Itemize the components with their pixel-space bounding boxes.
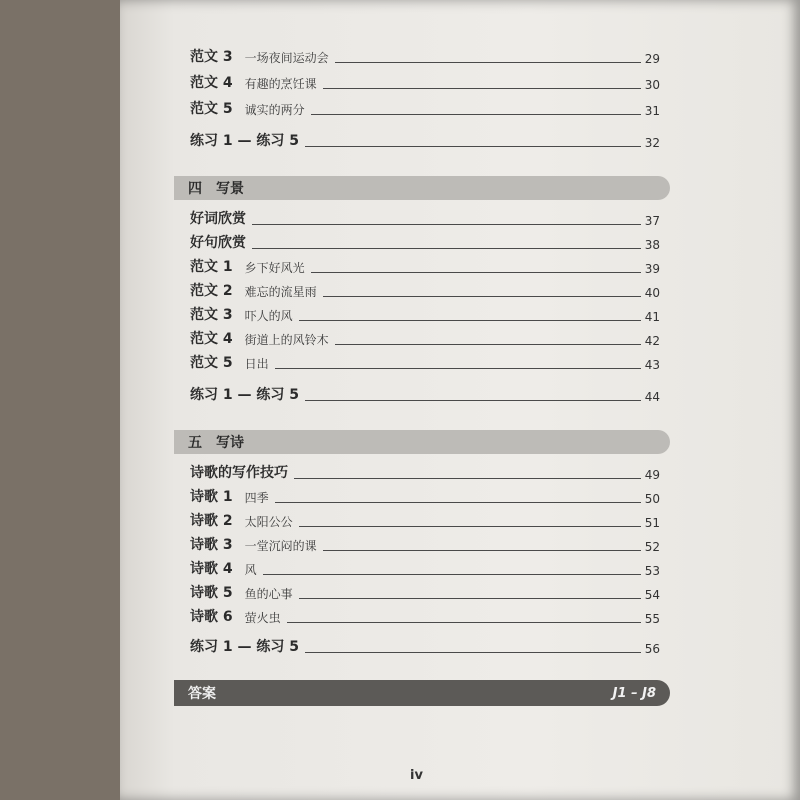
toc-entry-label: 练习 1 — 练习 5 bbox=[190, 133, 299, 149]
toc-entry-title: 诚实的两分 bbox=[244, 103, 305, 117]
toc-page-number: 51 bbox=[644, 516, 660, 530]
toc-leader-line bbox=[323, 550, 641, 551]
answers-label: 答案 bbox=[188, 686, 216, 702]
answers-page-range: J1 – J8 bbox=[612, 685, 656, 701]
toc-entry[interactable] bbox=[190, 44, 660, 66]
toc-entry-title: 一堂沉闷的课 bbox=[244, 539, 317, 553]
toc-entry-label: 好句欣赏 bbox=[190, 235, 246, 251]
toc-entry[interactable] bbox=[190, 254, 660, 276]
toc-leader-line bbox=[299, 526, 641, 527]
toc-entry[interactable] bbox=[190, 278, 660, 300]
toc-entry[interactable] bbox=[190, 326, 660, 348]
toc-page-number: 44 bbox=[644, 390, 660, 404]
toc-entry[interactable] bbox=[190, 230, 660, 252]
toc-entry-title: 街道上的风铃木 bbox=[244, 333, 329, 347]
toc-leader-line bbox=[252, 224, 641, 225]
toc-leader-line bbox=[287, 622, 641, 623]
toc-entry-label: 诗歌 6 bbox=[190, 609, 233, 625]
toc-leader-line bbox=[275, 502, 641, 503]
toc-leader-line bbox=[252, 248, 641, 249]
toc-entry-exercises[interactable] bbox=[190, 128, 660, 150]
toc-entry[interactable] bbox=[190, 556, 660, 578]
toc-leader-line bbox=[323, 88, 641, 89]
toc-entry-label: 好词欣赏 bbox=[190, 211, 246, 227]
section-number: 五 bbox=[188, 435, 202, 451]
toc-entry-title: 日出 bbox=[244, 357, 269, 371]
toc-page-number: 50 bbox=[644, 492, 660, 506]
page-number-footer: iv bbox=[410, 768, 423, 783]
toc-entry-title: 吓人的风 bbox=[244, 309, 293, 323]
toc-leader-line bbox=[323, 296, 641, 297]
toc-entry-label: 范文 2 bbox=[190, 283, 233, 299]
toc-page-number: 30 bbox=[644, 78, 660, 92]
toc-leader-line bbox=[263, 574, 641, 575]
toc-page-number: 40 bbox=[644, 286, 660, 300]
toc-entry-title: 一场夜间运动会 bbox=[244, 51, 329, 65]
toc-page-number: 29 bbox=[644, 52, 660, 66]
toc-entry[interactable] bbox=[190, 460, 660, 482]
toc-entry-label: 范文 4 bbox=[190, 75, 233, 91]
toc-entry[interactable] bbox=[190, 70, 660, 92]
toc-page-number: 52 bbox=[644, 540, 660, 554]
toc-page-number: 37 bbox=[644, 214, 660, 228]
toc-leader-line bbox=[275, 368, 641, 369]
toc-entry[interactable] bbox=[190, 484, 660, 506]
section-title: 写景 bbox=[216, 181, 244, 197]
toc-leader-line bbox=[305, 400, 641, 401]
toc-entry[interactable] bbox=[190, 96, 660, 118]
toc-page-number: 32 bbox=[644, 136, 660, 150]
toc-entry-label: 诗歌 4 bbox=[190, 561, 233, 577]
toc-entry-exercises[interactable] bbox=[190, 382, 660, 404]
toc-page-number: 41 bbox=[644, 310, 660, 324]
section-header-4 bbox=[174, 176, 670, 200]
toc-entry-label: 练习 1 — 练习 5 bbox=[190, 387, 299, 403]
toc-entry[interactable] bbox=[190, 532, 660, 554]
toc-entry-label: 诗歌 5 bbox=[190, 585, 233, 601]
section-header-5 bbox=[174, 430, 670, 454]
toc-leader-line bbox=[311, 114, 641, 115]
toc-page-number: 53 bbox=[644, 564, 660, 578]
toc-entry[interactable] bbox=[190, 302, 660, 324]
toc-entry[interactable] bbox=[190, 350, 660, 372]
toc-entry-title: 鱼的心事 bbox=[244, 587, 293, 601]
toc-page-number: 49 bbox=[644, 468, 660, 482]
toc-page-number: 55 bbox=[644, 612, 660, 626]
toc-entry-title: 风 bbox=[244, 563, 257, 577]
toc-leader-line bbox=[299, 598, 641, 599]
toc-page-number: 43 bbox=[644, 358, 660, 372]
toc-entry-title: 有趣的烹饪课 bbox=[244, 77, 317, 91]
toc-entry[interactable] bbox=[190, 206, 660, 228]
toc-entry[interactable] bbox=[190, 580, 660, 602]
toc-page-number: 31 bbox=[644, 104, 660, 118]
toc-leader-line bbox=[305, 146, 641, 147]
toc-leader-line bbox=[335, 344, 641, 345]
toc-entry-title: 难忘的流星雨 bbox=[244, 285, 317, 299]
toc-entry-label: 诗歌 1 bbox=[190, 489, 233, 505]
toc-entry-label: 诗歌的写作技巧 bbox=[190, 465, 288, 481]
section-number: 四 bbox=[188, 181, 202, 197]
toc-entry-label: 范文 5 bbox=[190, 355, 233, 371]
toc-entry-label: 范文 1 bbox=[190, 259, 233, 275]
toc-page-number: 39 bbox=[644, 262, 660, 276]
toc-entry-label: 练习 1 — 练习 5 bbox=[190, 639, 299, 655]
toc-page-number: 54 bbox=[644, 588, 660, 602]
toc-entry-label: 范文 3 bbox=[190, 307, 233, 323]
toc-entry-label: 范文 5 bbox=[190, 101, 233, 117]
toc-leader-line bbox=[305, 652, 641, 653]
toc-entry-title: 乡下好风光 bbox=[244, 261, 305, 275]
toc-page-number: 38 bbox=[644, 238, 660, 252]
toc-page-number: 56 bbox=[644, 642, 660, 656]
toc-entry-title: 萤火虫 bbox=[244, 611, 281, 625]
toc-entry-label: 诗歌 2 bbox=[190, 513, 233, 529]
toc-page-number: 42 bbox=[644, 334, 660, 348]
toc-entry-label: 范文 4 bbox=[190, 331, 233, 347]
toc-leader-line bbox=[311, 272, 641, 273]
toc-leader-line bbox=[335, 62, 641, 63]
answers-bar[interactable] bbox=[174, 680, 670, 706]
toc-entry-label: 诗歌 3 bbox=[190, 537, 233, 553]
toc-entry-title: 四季 bbox=[244, 491, 269, 505]
toc-leader-line bbox=[299, 320, 641, 321]
toc-entry[interactable] bbox=[190, 604, 660, 626]
section-title: 写诗 bbox=[216, 435, 244, 451]
toc-entry[interactable] bbox=[190, 508, 660, 530]
toc-leader-line bbox=[294, 478, 641, 479]
toc-entry-title: 太阳公公 bbox=[244, 515, 293, 529]
toc-entry-exercises[interactable] bbox=[190, 634, 660, 656]
toc-entry-label: 范文 3 bbox=[190, 49, 233, 65]
